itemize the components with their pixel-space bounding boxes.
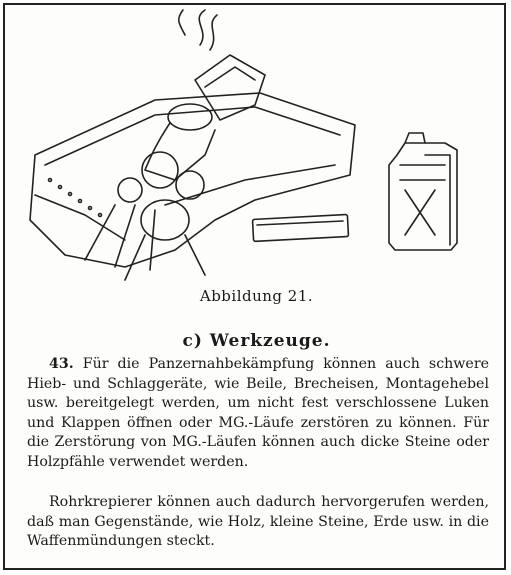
paragraph-rohrkrepierer: [27, 493, 489, 552]
paragraph-text: Für die Panzernahbekämpfung können auch schwere Hieb- und Schlaggeräte, wie Beile, Brecheisen, Montagehebel usw. bereitgelegt werden, um nicht fest verschlossene Luken und Klappen öffnen oder MG.-Läufe zerstören zu können. Für die Zerstörung von MG.-Läufen können auch dicke Steine oder Holzpfähle verwendet werden.: [27, 356, 489, 470]
tank-close-combat-illustration: [5, 5, 508, 290]
paragraph-43: [27, 355, 489, 472]
paragraph-number: 43.: [49, 356, 74, 372]
tank-hull: [30, 93, 355, 267]
wooden-plank: [252, 215, 348, 242]
paragraph-text: Rohrkrepierer können auch dadurch hervorgerufen werden, daß man Gegenstände, wie Holz, kleine Steine, Erde usw. in die Waffenmündungen steckt.: [27, 494, 489, 549]
soldier-helmet: [168, 104, 212, 130]
front-soldier-helmet: [141, 200, 189, 240]
jerry-can: [389, 133, 457, 250]
section-heading: c) Werkzeuge.: [182, 331, 331, 351]
figure-caption: Abbildung 21.: [199, 287, 314, 305]
document-page: [3, 3, 506, 570]
smoke-squiggle: [179, 10, 217, 50]
